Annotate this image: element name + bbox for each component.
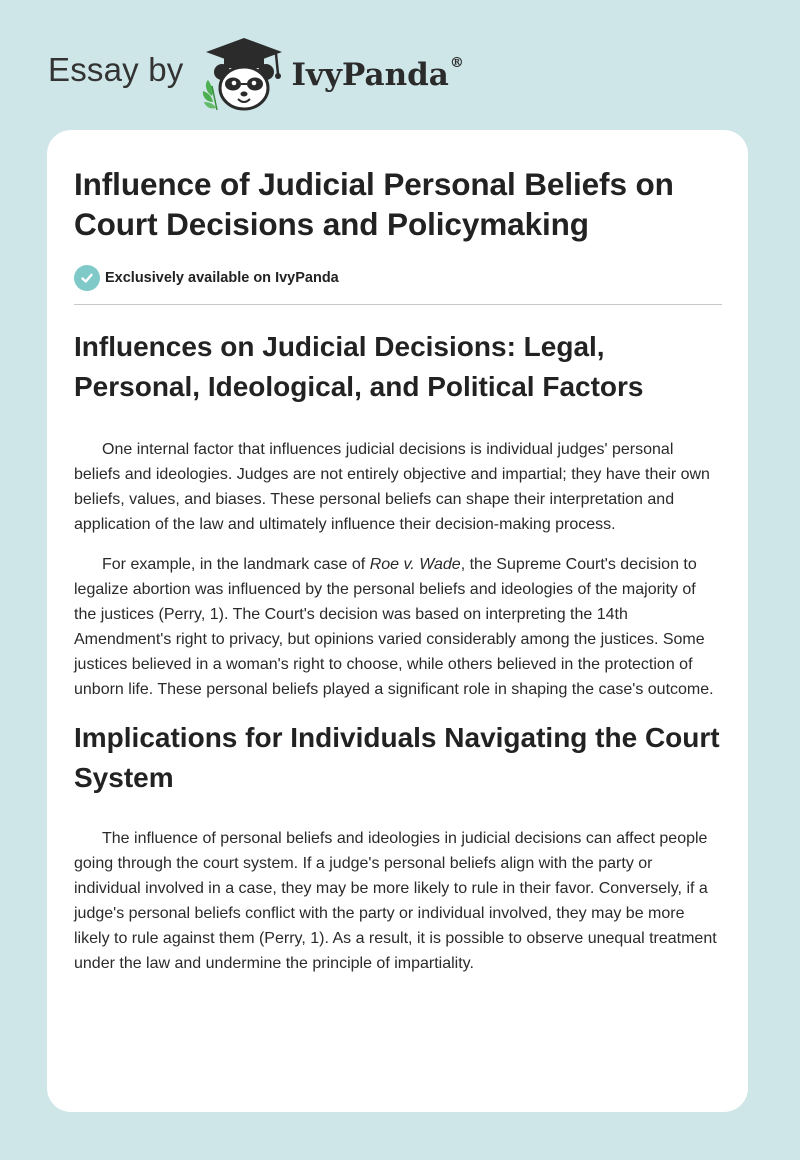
body-paragraph: For example, in the landmark case of Roe v. Wade, the Supreme Court's decision to legalize abortion was influenced by the personal beliefs and ideologies of the majority of the justices (Perry, 1). The Court's decision was based on interpreting the 14th Amendment's right to privacy, but opinions varied considerably among the justices. Some justices believed in a woman's right to choose, while others believed in the protection of unborn life. These personal beliefs played a significant role in shaping the case's outcome. [74,556,714,698]
brand-name: IvyPanda® [291,55,464,93]
body-paragraph: One internal factor that influences judicial decisions is individual judges' personal beliefs and ideologies. Judges are not entirely objective and impartial; they have their own beliefs, values, and biases. These personal beliefs can shape their interpretation and application of the law and ultimately influence their decision-making process. [74,441,710,533]
section-influences [74,327,722,702]
essay-title: Influence of Judicial Personal Beliefs on Court Decisions and Policymaking [74,166,674,242]
exclusive-label: Exclusively available on IvyPanda [105,270,339,286]
essay-card [47,130,748,1112]
body-paragraph: The influence of personal beliefs and ideologies in judicial decisions can affect people going through the court system. If a judge's personal beliefs align with the party or individual involved in a case, they may be more likely to rule in their favor. Conversely, if a judge's personal beliefs conflict with the party or individual involved, they may be more likely to rule against them (Perry, 1). As a result, it is possible to observe unequal treatment under the law and undermine the principle of impartiality. [74,830,717,972]
registered-mark: ® [449,55,464,71]
brand-prefix: Essay by [48,51,184,88]
panda-graduate-icon [198,36,290,112]
section-heading: Influences on Judicial Decisions: Legal, Personal, Ideological, and Political Factors [74,331,644,402]
exclusive-badge [74,264,722,292]
section-implications [74,718,722,976]
case-name: Roe v. Wade [369,556,461,573]
check-icon [74,265,100,291]
title-divider [74,304,722,305]
section-heading: Implications for Individuals Navigating the Court System [74,722,720,793]
site-brand[interactable] [48,36,464,112]
